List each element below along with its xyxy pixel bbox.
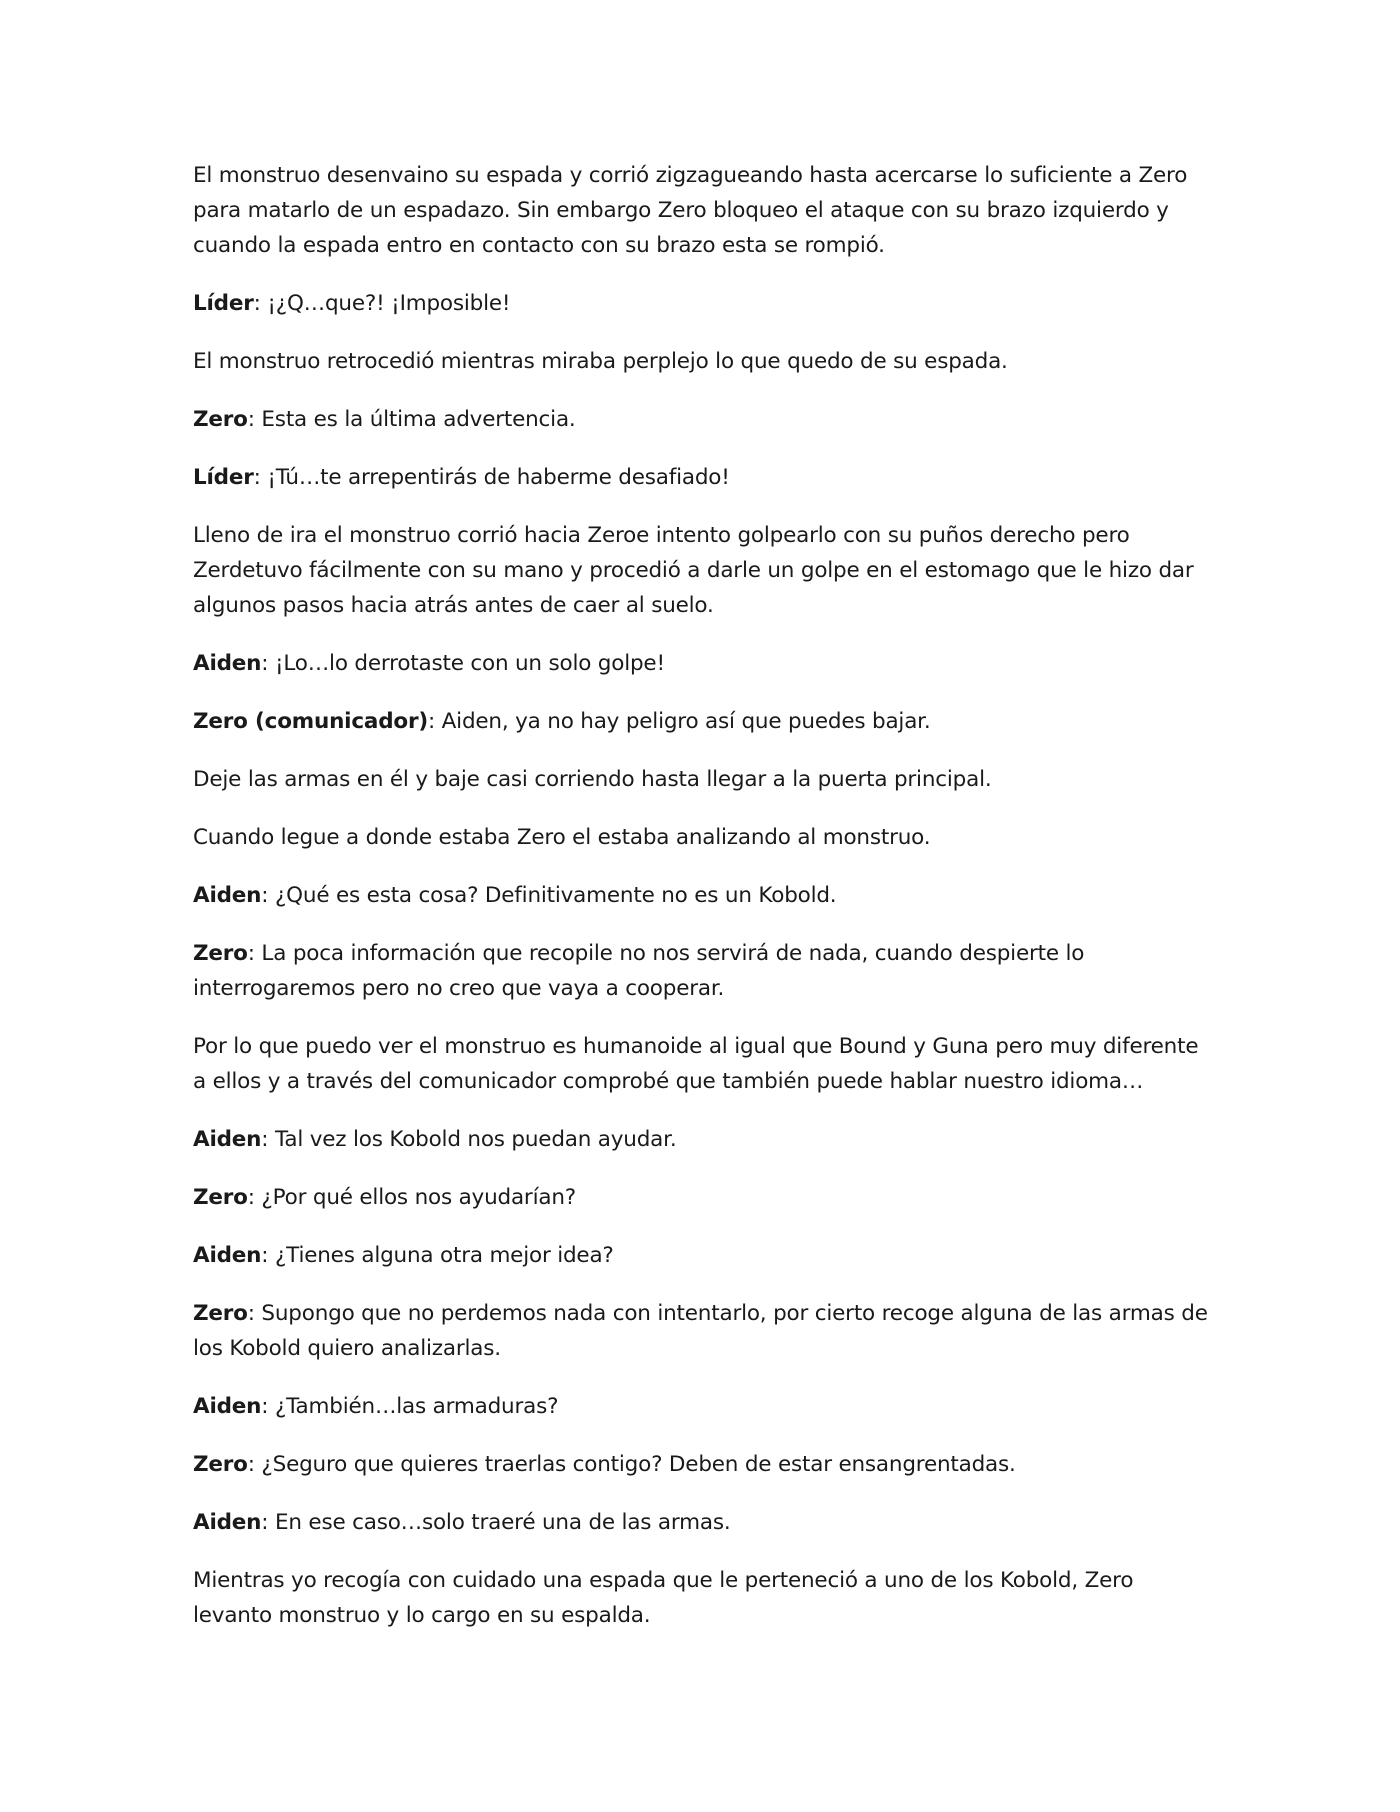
- dialogue-line: [193, 1180, 1213, 1215]
- dialogue-text: : ¿Qué es esta cosa? Definitivamente no es un Kobold.: [261, 883, 837, 908]
- narration-paragraph: [193, 518, 1213, 623]
- narration-paragraph: [193, 820, 1213, 855]
- dialogue-line: [193, 1238, 1213, 1273]
- dialogue-text: : Aiden, ya no hay peligro así que puedes bajar.: [428, 709, 931, 734]
- speaker-name: Zero (comunicador): [193, 709, 428, 734]
- dialogue-line: [193, 460, 1213, 495]
- dialogue-text: : Supongo que no perdemos nada con intentarlo, por cierto recoge alguna de las armas de los Kobold quiero analizarlas.: [193, 1301, 1208, 1361]
- dialogue-line: [193, 286, 1213, 321]
- paragraph-text: El monstruo retrocedió mientras miraba perplejo lo que quedo de su espada.: [193, 349, 1008, 374]
- paragraph-text: Mientras yo recogía con cuidado una espada que le perteneció a uno de los Kobold, Zero levanto monstruo y lo cargo en su espalda.: [193, 1568, 1134, 1628]
- narration-paragraph: [193, 1029, 1213, 1099]
- speaker-name: Zero: [193, 1185, 248, 1210]
- paragraph-text: Cuando legue a donde estaba Zero el estaba analizando al monstruo.: [193, 825, 931, 850]
- dialogue-line: [193, 936, 1213, 1006]
- narration-paragraph: [193, 158, 1213, 263]
- dialogue-text: : ¡¿Q…que?! ¡Imposible!: [253, 291, 511, 316]
- speaker-name: Aiden: [193, 883, 262, 908]
- dialogue-text: : ¿También…las armaduras?: [261, 1394, 559, 1419]
- paragraph-text: El monstruo desenvaino su espada y corrió zigzagueando hasta acercarse lo suficiente a Zero para matarlo de un espadazo. Sin embargo Zero bloqueo el ataque con su brazo izquierdo y cuando la espada entro en contacto con su brazo esta se rompió.: [193, 163, 1188, 258]
- dialogue-text: : En ese caso…solo traeré una de las armas.: [261, 1510, 731, 1535]
- paragraph-text: Deje las armas en él y baje casi corriendo hasta llegar a la puerta principal.: [193, 767, 992, 792]
- dialogue-line: [193, 646, 1213, 681]
- paragraph-text: Lleno de ira el monstruo corrió hacia Zeroe intento golpearlo con su puños derecho pero Zerdetuvo fácilmente con su mano y procedió a darle un golpe en el estomago que le hizo dar algunos pasos hacia atrás antes de caer al suelo.: [193, 523, 1194, 618]
- dialogue-line: [193, 878, 1213, 913]
- speaker-name: Zero: [193, 1452, 248, 1477]
- dialogue-text: : Esta es la última advertencia.: [247, 407, 576, 432]
- speaker-name: Aiden: [193, 1394, 262, 1419]
- dialogue-text: : La poca información que recopile no nos servirá de nada, cuando despierte lo interrogaremos pero no creo que vaya a cooperar.: [193, 941, 1085, 1001]
- narration-paragraph: [193, 1563, 1213, 1633]
- dialogue-text: : Tal vez los Kobold nos puedan ayudar.: [261, 1127, 677, 1152]
- speaker-name: Zero: [193, 407, 248, 432]
- speaker-name: Zero: [193, 1301, 248, 1326]
- dialogue-line: [193, 1447, 1213, 1482]
- dialogue-text: : ¿Por qué ellos nos ayudarían?: [247, 1185, 576, 1210]
- dialogue-line: [193, 1122, 1213, 1157]
- dialogue-text: : ¡Tú…te arrepentirás de haberme desafiado!: [253, 465, 730, 490]
- dialogue-line: [193, 1505, 1213, 1540]
- speaker-name: Líder: [193, 465, 254, 490]
- dialogue-text: : ¡Lo…lo derrotaste con un solo golpe!: [261, 651, 665, 676]
- dialogue-text: : ¿Seguro que quieres traerlas contigo? Deben de estar ensangrentadas.: [247, 1452, 1016, 1477]
- narration-paragraph: [193, 762, 1213, 797]
- document-body: [193, 158, 1213, 1656]
- speaker-name: Aiden: [193, 1127, 262, 1152]
- dialogue-line: [193, 1296, 1213, 1366]
- speaker-name: Líder: [193, 291, 254, 316]
- paragraph-text: Por lo que puedo ver el monstruo es humanoide al igual que Bound y Guna pero muy diferente a ellos y a través del comunicador comprobé que también puede hablar nuestro idioma…: [193, 1034, 1199, 1094]
- narration-paragraph: [193, 344, 1213, 379]
- speaker-name: Aiden: [193, 651, 262, 676]
- speaker-name: Aiden: [193, 1510, 262, 1535]
- speaker-name: Zero: [193, 941, 248, 966]
- dialogue-text: : ¿Tienes alguna otra mejor idea?: [261, 1243, 614, 1268]
- speaker-name: Aiden: [193, 1243, 262, 1268]
- dialogue-line: [193, 1389, 1213, 1424]
- dialogue-line: [193, 402, 1213, 437]
- dialogue-line: [193, 704, 1213, 739]
